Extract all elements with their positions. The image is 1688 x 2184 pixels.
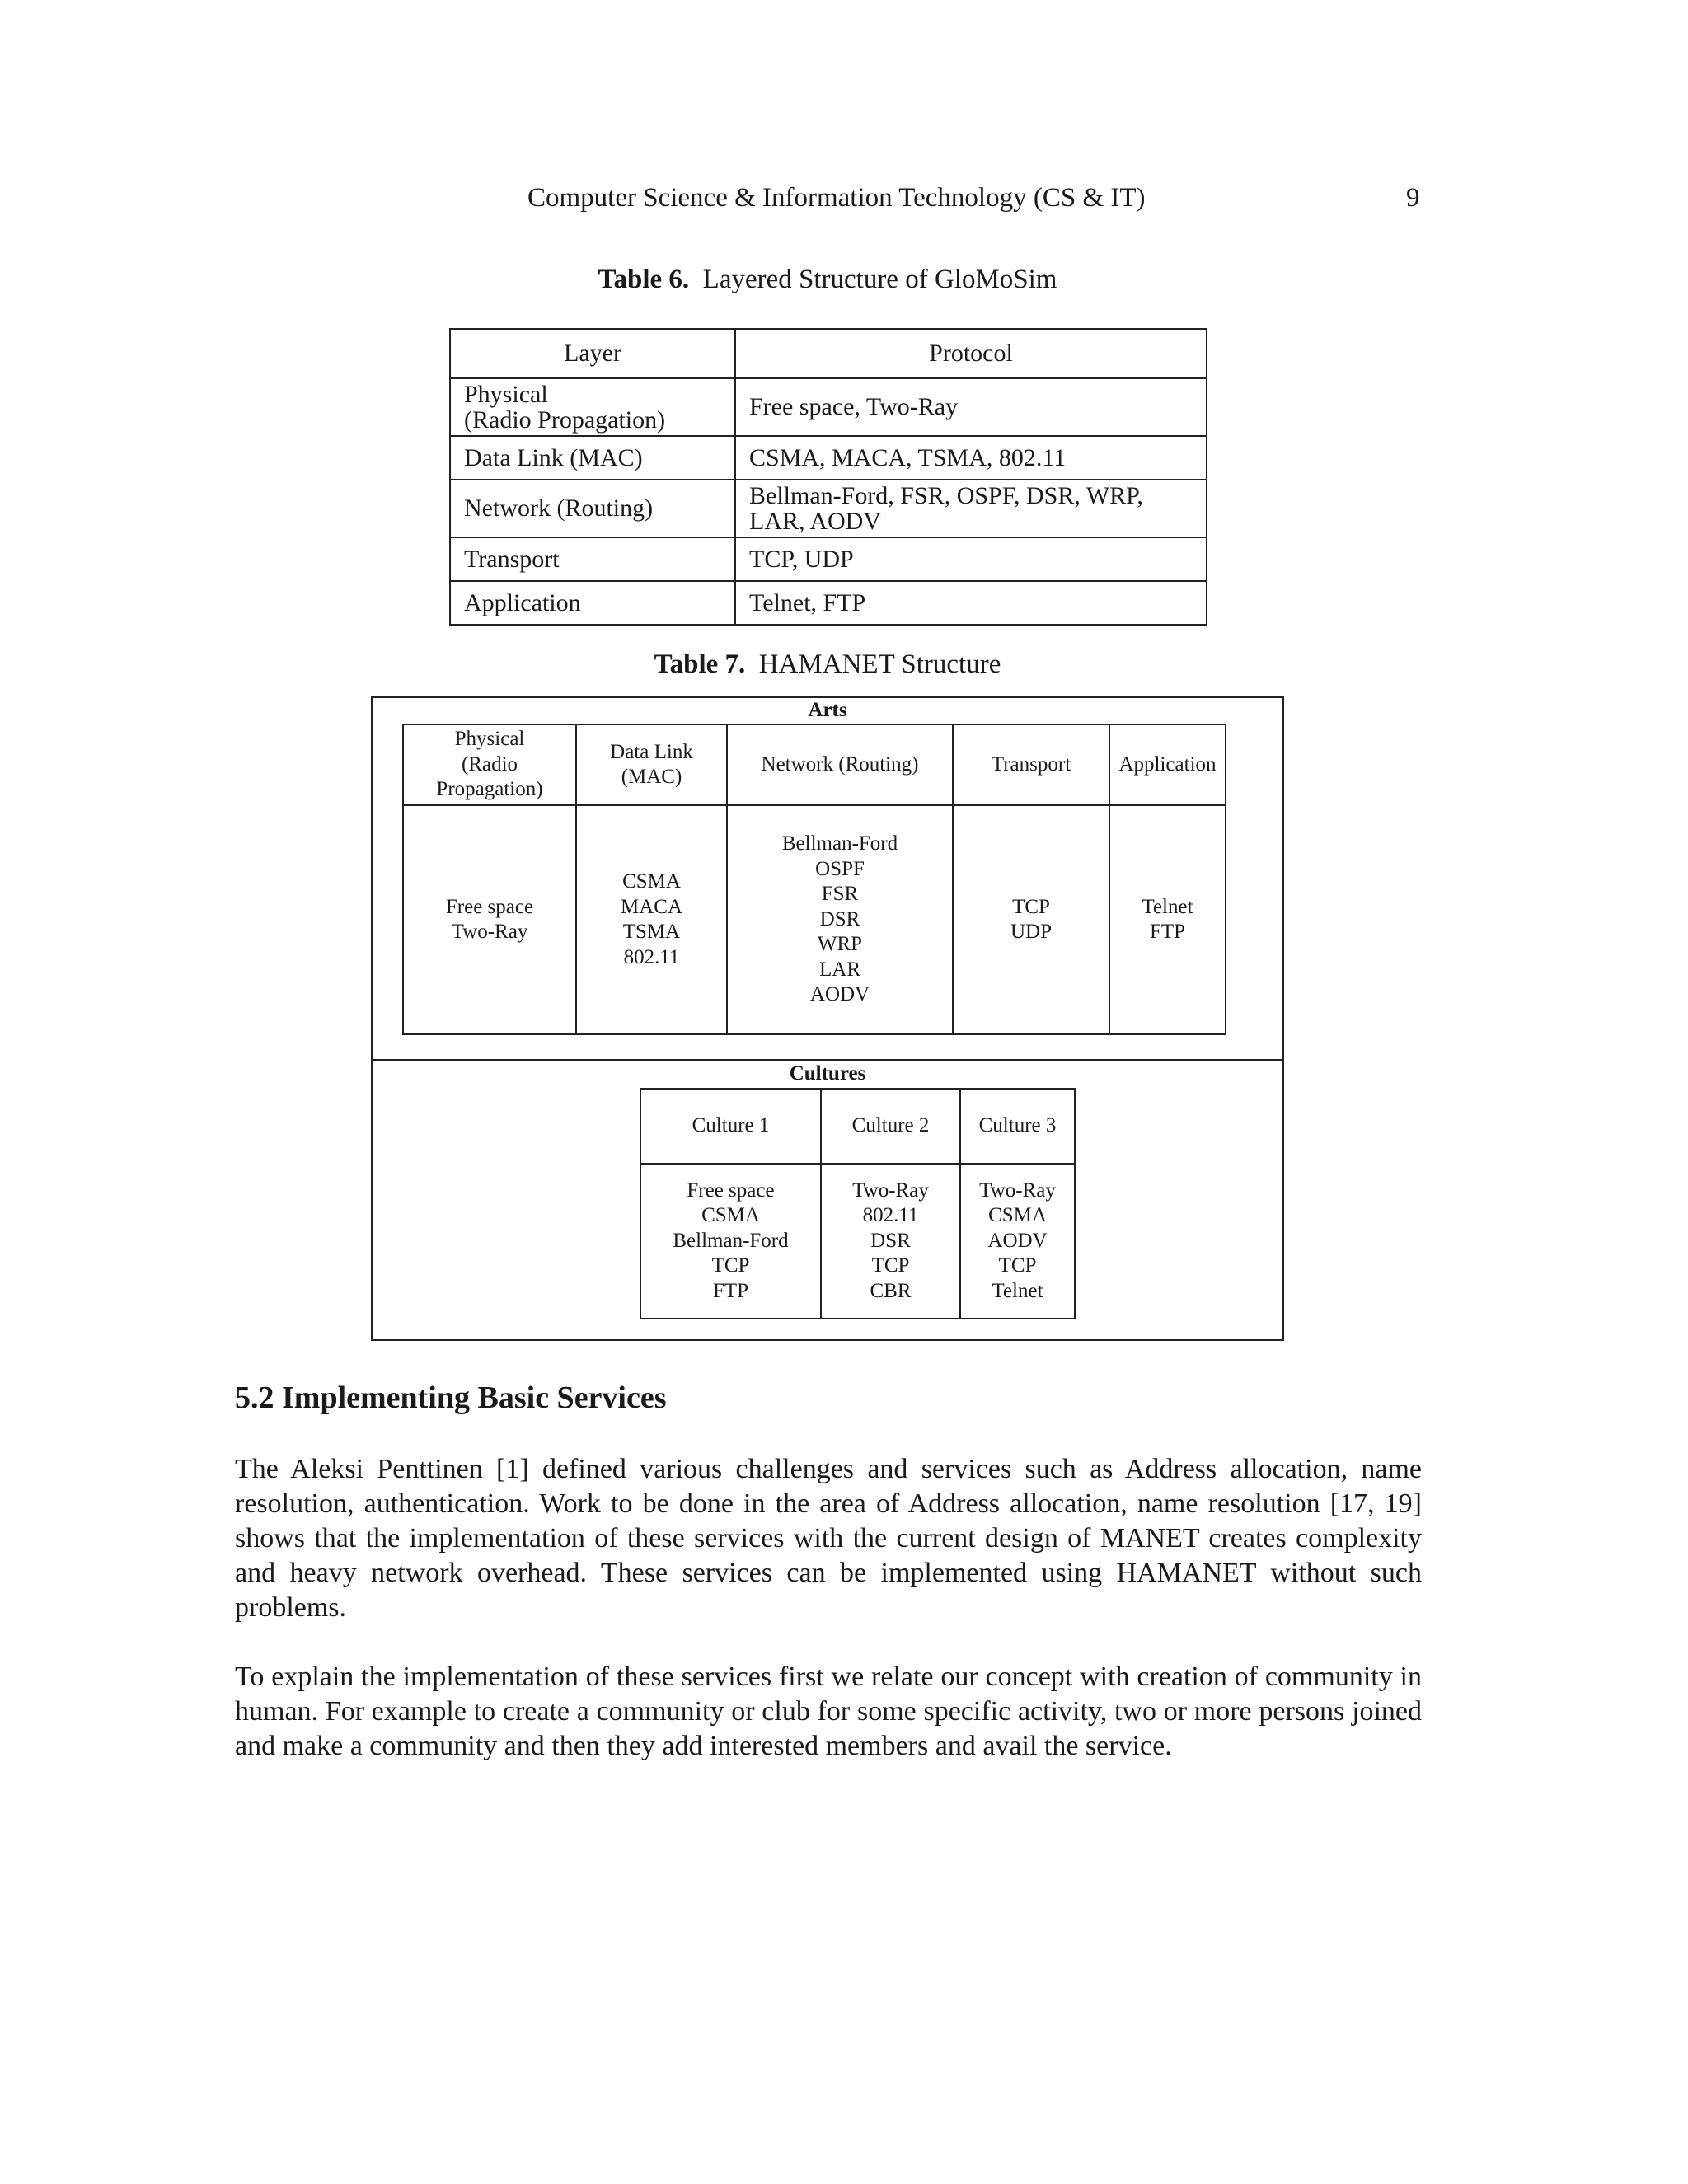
table6-row bbox=[450, 378, 1207, 436]
body-paragraph: To explain the implementation of these services first we relate our concept with creation of community in human. For example to create a community or club for some specific activity, two or more persons joined and make a community and then they add interested members and avail the service. bbox=[235, 1661, 1422, 1761]
cultures-value-cell: Free space CSMA Bellman-Ford TCP FTP bbox=[640, 1164, 821, 1319]
arts-label: Arts bbox=[808, 699, 847, 721]
arts-header-cell: Network (Routing) bbox=[727, 724, 953, 805]
arts-header-cell: Application bbox=[1109, 724, 1226, 805]
arts-value-cell: CSMA MACA TSMA 802.11 bbox=[576, 805, 727, 1034]
table6-protocol-cell: CSMA, MACA, TSMA, 802.11 bbox=[735, 436, 1207, 480]
page-number: 9 bbox=[1406, 183, 1420, 213]
table7-caption-text: HAMANET Structure bbox=[758, 649, 1001, 679]
arts-table bbox=[402, 724, 1226, 1035]
table6-row bbox=[450, 436, 1207, 480]
arts-value-cell: TCP UDP bbox=[953, 805, 1109, 1034]
running-title: Computer Science & Information Technology (CS & IT) bbox=[528, 183, 1146, 213]
arts-header-cell: Physical (Radio Propagation) bbox=[403, 724, 576, 805]
arts-value-cell: Free space Two-Ray bbox=[403, 805, 576, 1034]
cultures-table bbox=[640, 1088, 1076, 1319]
table7-divider bbox=[371, 1059, 1284, 1061]
cultures-header-row bbox=[640, 1089, 1075, 1164]
arts-header-cell: Transport bbox=[953, 724, 1109, 805]
table6-header-row bbox=[450, 329, 1207, 378]
table6-layer-cell: Transport bbox=[450, 537, 735, 581]
table6-protocol-cell: Telnet, FTP bbox=[735, 581, 1207, 625]
arts-header-row bbox=[403, 724, 1226, 805]
table6-caption bbox=[0, 265, 1655, 295]
table6-row bbox=[450, 480, 1207, 537]
table6-col-header: Protocol bbox=[735, 329, 1207, 378]
table6-caption-label: Table 6. bbox=[598, 265, 690, 294]
section-heading: 5.2 Implementing Basic Services bbox=[235, 1380, 667, 1415]
table6-layer-cell: Physical (Radio Propagation) bbox=[450, 378, 735, 436]
table6-protocol-cell: Bellman-Ford, FSR, OSPF, DSR, WRP, LAR, AODV bbox=[735, 480, 1207, 537]
table6-col-header: Layer bbox=[450, 329, 735, 378]
table6-caption-text: Layered Structure of GloMoSim bbox=[702, 265, 1057, 294]
cultures-header-cell: Culture 1 bbox=[640, 1089, 821, 1164]
table6-protocol-cell: TCP, UDP bbox=[735, 537, 1207, 581]
arts-header-cell: Data Link (MAC) bbox=[576, 724, 727, 805]
table6 bbox=[449, 328, 1207, 626]
table6-row bbox=[450, 581, 1207, 625]
cultures-header-cell: Culture 2 bbox=[821, 1089, 960, 1164]
table6-layer-cell: Data Link (MAC) bbox=[450, 436, 735, 480]
cultures-header-cell: Culture 3 bbox=[960, 1089, 1075, 1164]
table6-layer-cell: Application bbox=[450, 581, 735, 625]
table7-caption bbox=[0, 649, 1655, 680]
arts-value-cell: Telnet FTP bbox=[1109, 805, 1226, 1034]
arts-values-row bbox=[403, 805, 1226, 1034]
cultures-label: Cultures bbox=[789, 1062, 866, 1085]
cultures-value-cell: Two-Ray CSMA AODV TCP Telnet bbox=[960, 1164, 1075, 1319]
table6-layer-cell: Network (Routing) bbox=[450, 480, 735, 537]
cultures-values-row bbox=[640, 1164, 1075, 1319]
cultures-value-cell: Two-Ray 802.11 DSR TCP CBR bbox=[821, 1164, 960, 1319]
table7-caption-label: Table 7. bbox=[654, 649, 746, 679]
table6-protocol-cell: Free space, Two-Ray bbox=[735, 378, 1207, 436]
arts-value-cell: Bellman-Ford OSPF FSR DSR WRP LAR AODV bbox=[727, 805, 953, 1034]
body-paragraph: The Aleksi Penttinen [1] defined various challenges and services such as Address allocation, name resolution, authentication. Work to be done in the area of Address allocation, name resolution [17, 19] shows that the implementation of these services with the current design of MANET creates complexity and heavy network overhead. These services can be implemented using HAMANET without such problems. bbox=[235, 1454, 1422, 1623]
table6-row bbox=[450, 537, 1207, 581]
